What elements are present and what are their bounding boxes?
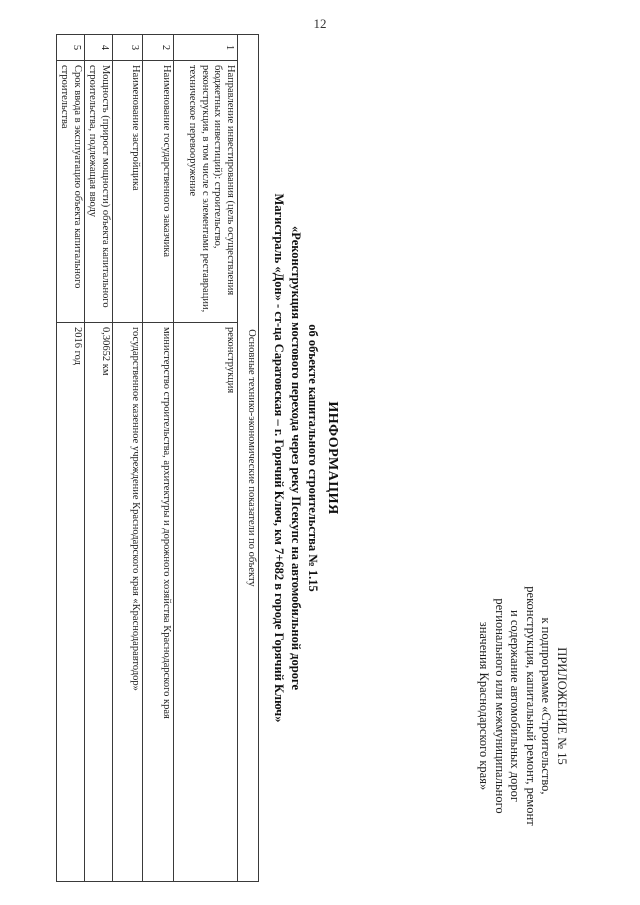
table-header-row — [238, 35, 259, 882]
row-number-cell: 1 — [174, 35, 238, 61]
row-number-cell: 2 — [143, 35, 174, 61]
table-row — [57, 35, 85, 882]
table-row — [143, 35, 174, 882]
row-label-cell: Направление инвестирования (цель осуществления бюджетных инвестиций): строительство, реконструкция, в том числе с элементами реставрации, техническое перевооружение — [174, 61, 238, 323]
appendix-line: к подпрограмме «Строительство, — [539, 617, 554, 795]
row-label-cell: Срок ввода в эксплуатацию объекта капитального строительства — [57, 61, 85, 323]
document-heading — [270, 34, 343, 882]
indicators-table — [56, 34, 259, 882]
row-value-cell: 0,30652 км — [85, 323, 113, 882]
table-row — [85, 35, 113, 882]
row-number-cell: 5 — [57, 35, 85, 61]
heading-line: Магистраль «Дон» - ст-ца Саратовская – г. Горячий Ключ, км 7+682 в городе Горячий Ключ» — [272, 193, 286, 723]
appendix-line: значения Краснодарского края» — [477, 621, 492, 791]
heading-line: об объекте капитального строительства № 1.15 — [306, 324, 320, 592]
appendix-note — [476, 534, 569, 878]
appendix-line: ПРИЛОЖЕНИЕ № 15 — [555, 647, 569, 765]
table-header-cell: Основные технико-экономические показатели по объекту — [238, 35, 259, 882]
appendix-line: и содержание автомобильных дорог — [508, 610, 523, 802]
row-label-cell: Мощность (прирост мощности) объекта капитального строительства, подлежащая вводу — [85, 61, 113, 323]
appendix-line: реконструкция, капитальный ремонт, ремонт — [524, 586, 538, 826]
row-value-cell: реконструкция — [174, 323, 238, 882]
landscape-page-content — [35, 34, 575, 882]
row-label-cell: Наименование застройщика — [113, 61, 143, 323]
row-label-cell: Наименование государственного заказчика — [143, 61, 174, 323]
row-value-cell: 2016 год — [57, 323, 85, 882]
document-title: ИНФОРМАЦИЯ — [325, 401, 340, 515]
appendix-line: регионального или межмуниципального — [493, 598, 507, 814]
table-row — [113, 35, 143, 882]
heading-line: «Реконструкция мостового перехода через реку Псекупс на автомобильной дороге — [289, 225, 303, 691]
row-number-cell: 4 — [85, 35, 113, 61]
row-number-cell: 3 — [113, 35, 143, 61]
table-row — [174, 35, 238, 882]
row-value-cell: государственное казенное учреждение Краснодарского края «Краснодаравтодор» — [113, 323, 143, 882]
row-value-cell: министерство строительства, архитектуры и дорожного хозяйства Краснодарского края — [143, 323, 174, 882]
page-number: 12 — [313, 16, 327, 31]
